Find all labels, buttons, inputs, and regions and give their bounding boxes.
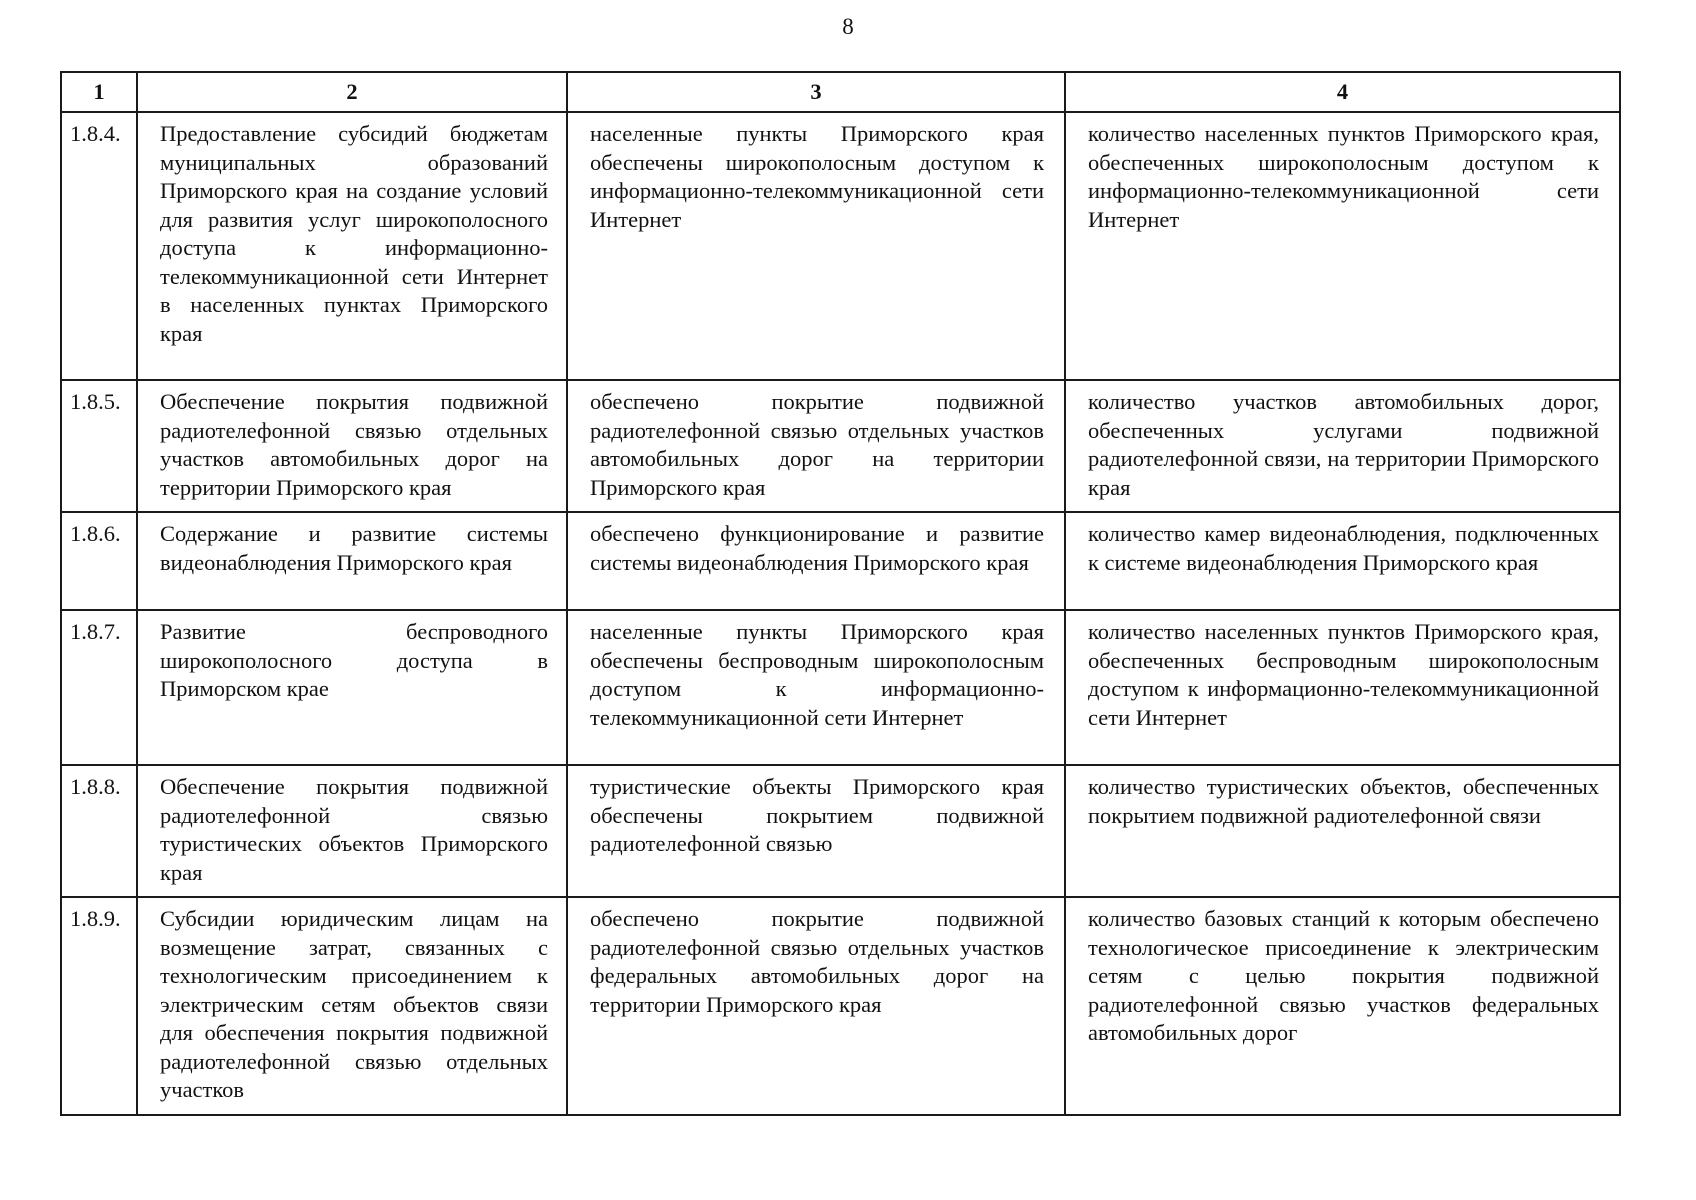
column-header-3: 3 — [567, 72, 1065, 112]
result-cell: обеспечено покрытие подвижной радиотелефонной связью отдельных участков федеральных автомобильных дорог на территории Приморского края — [567, 897, 1065, 1115]
indicator-cell: количество населенных пунктов Приморского края, обеспеченных широкополосным доступом к информационно-телекоммуникационной сети Интернет — [1065, 112, 1620, 380]
indicator-cell: количество туристических объектов, обеспеченных покрытием подвижной радиотелефонной связи — [1065, 765, 1620, 897]
result-cell: населенные пункты Приморского края обеспечены широкополосным доступом к информационно-телекоммуникационной сети Интернет — [567, 112, 1065, 380]
event-cell: Предоставление субсидий бюджетам муниципальных образований Приморского края на создание условий для развития услуг широкополосного доступа к информационно-телекоммуникационной сети Интернет в населенных пунктах Приморского края — [137, 112, 567, 380]
event-cell: Субсидии юридическим лицам на возмещение затрат, связанных с технологическим присоединением к электрическим сетям объектов связи для обеспечения покрытия подвижной радиотелефонной связью отдельных участков — [137, 897, 567, 1115]
row-number: 1.8.9. — [61, 897, 137, 1115]
result-cell: обеспечено покрытие подвижной радиотелефонной связью отдельных участков автомобильных дорог на территории Приморского края — [567, 380, 1065, 512]
event-cell: Содержание и развитие системы видеонаблюдения Приморского края — [137, 512, 567, 610]
row-number: 1.8.7. — [61, 610, 137, 765]
column-header-1: 1 — [61, 72, 137, 112]
page-number: 8 — [842, 14, 854, 39]
event-cell: Обеспечение покрытия подвижной радиотелефонной связью отдельных участков автомобильных дорог на территории Приморского края — [137, 380, 567, 512]
result-cell: туристические объекты Приморского края обеспечены покрытием подвижной радиотелефонной связью — [567, 765, 1065, 897]
row-number: 1.8.4. — [61, 112, 137, 380]
indicator-cell: количество камер видеонаблюдения, подключенных к системе видеонаблюдения Приморского края — [1065, 512, 1620, 610]
indicator-cell: количество участков автомобильных дорог, обеспеченных услугами подвижной радиотелефонной связи, на территории Приморского края — [1065, 380, 1620, 512]
measures-table — [60, 71, 1621, 1116]
table-row — [61, 380, 1620, 512]
column-header-2: 2 — [137, 72, 567, 112]
header-row — [61, 72, 1620, 112]
indicator-cell: количество базовых станций к которым обеспечено технологическое присоединение к электрическим сетям с целью покрытия подвижной радиотелефонной связью участков федеральных автомобильных дорог — [1065, 897, 1620, 1115]
table-row — [61, 512, 1620, 610]
event-cell: Развитие беспроводного широкополосного доступа в Приморском крае — [137, 610, 567, 765]
result-cell: обеспечено функционирование и развитие системы видеонаблюдения Приморского края — [567, 512, 1065, 610]
result-cell: населенные пункты Приморского края обеспечены беспроводным широкополосным доступом к информационно-телекоммуникационной сети Интернет — [567, 610, 1065, 765]
table-row — [61, 765, 1620, 897]
table-row — [61, 610, 1620, 765]
row-number: 1.8.5. — [61, 380, 137, 512]
indicator-cell: количество населенных пунктов Приморского края, обеспеченных беспроводным широкополосным доступом к информационно-телекоммуникационной сети Интернет — [1065, 610, 1620, 765]
table-row — [61, 897, 1620, 1115]
column-header-4: 4 — [1065, 72, 1620, 112]
table-row — [61, 112, 1620, 380]
event-cell: Обеспечение покрытия подвижной радиотелефонной связью туристических объектов Приморского края — [137, 765, 567, 897]
row-number: 1.8.8. — [61, 765, 137, 897]
row-number: 1.8.6. — [61, 512, 137, 610]
